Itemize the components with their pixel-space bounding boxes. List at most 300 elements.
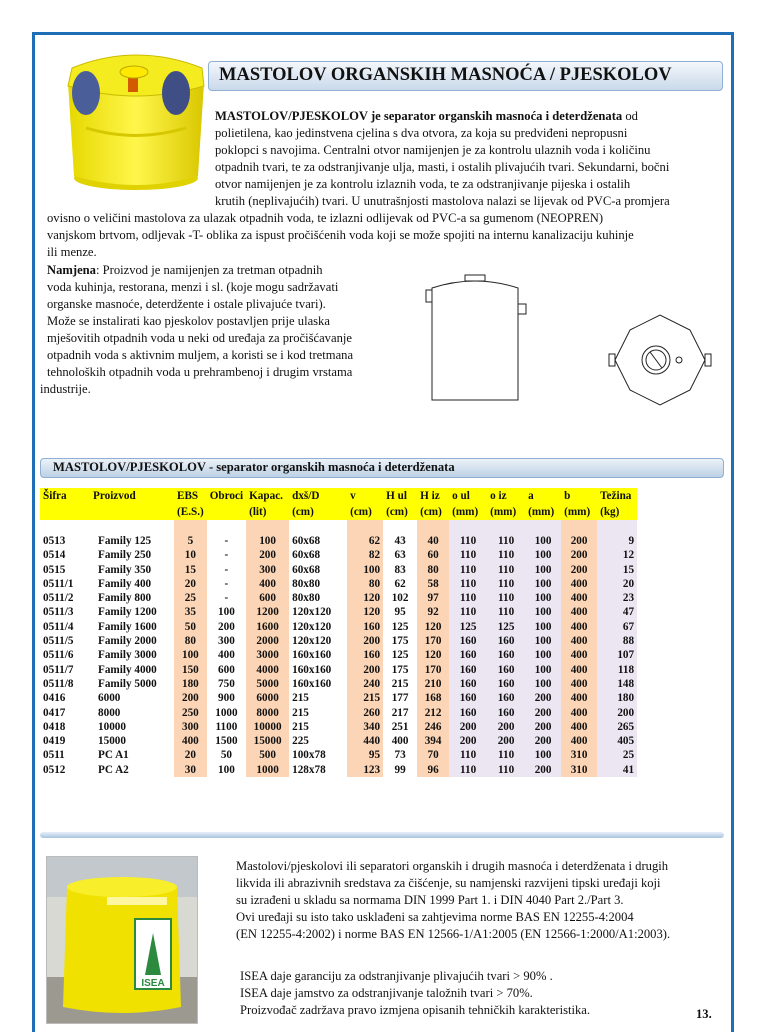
table-cell: PC A2 bbox=[90, 763, 174, 777]
table-cell: 160 bbox=[449, 648, 487, 662]
table-cell: 200 bbox=[561, 548, 597, 562]
intro-lead: MASTOLOV/PJESKOLOV je separator organskih masnoća i deterdženata bbox=[215, 109, 623, 123]
table-cell: 3000 bbox=[246, 648, 289, 662]
table-cell: 0511/4 bbox=[40, 620, 90, 634]
footer-line-1: Mastolovi/pjeskolovi ili separatori organskih i drugih masnoća i deterdženata i drugih bbox=[236, 859, 669, 873]
table-cell: 400 bbox=[561, 605, 597, 619]
table-cell: 100 bbox=[246, 534, 289, 548]
intro-line-9: ili menze. bbox=[47, 245, 97, 259]
table-cell: 62 bbox=[347, 534, 383, 548]
purpose-line-1: Namjena: Proizvod je namijenjen za tretman otpadnih bbox=[47, 263, 323, 277]
table-cell: 0419 bbox=[40, 734, 90, 748]
table-cell: 260 bbox=[347, 706, 383, 720]
table-cell: 110 bbox=[487, 591, 525, 605]
table-cell: 200 bbox=[487, 720, 525, 734]
table-cell: 95 bbox=[383, 605, 417, 619]
table-row bbox=[40, 748, 637, 762]
table-cell: 60x68 bbox=[289, 563, 347, 577]
intro-line-3: poklopci s navojima. Centralni otvor namijenjen je za kontrolu ulaznih voda i količinu bbox=[215, 143, 651, 157]
table-cell: 400 bbox=[174, 734, 207, 748]
technical-drawing bbox=[420, 270, 740, 440]
table-cell: 200 bbox=[525, 734, 561, 748]
header-tezina: Težina (kg) bbox=[597, 488, 637, 520]
top-inlet bbox=[609, 354, 615, 366]
table-cell: 128x78 bbox=[289, 763, 347, 777]
table-cell: 15 bbox=[174, 563, 207, 577]
table-cell: 20 bbox=[597, 577, 637, 591]
secondary-opening bbox=[676, 357, 682, 363]
table-cell: 80x80 bbox=[289, 577, 347, 591]
table-cell: 58 bbox=[417, 577, 449, 591]
table-cell: 62 bbox=[383, 577, 417, 591]
table-cell: 1200 bbox=[246, 605, 289, 619]
table-cell: 148 bbox=[597, 677, 637, 691]
table-cell: 2000 bbox=[246, 634, 289, 648]
table-cell: 110 bbox=[449, 577, 487, 591]
table-cell: 60x68 bbox=[289, 548, 347, 562]
table-cell: 160 bbox=[487, 663, 525, 677]
table-cell: Family 125 bbox=[90, 534, 174, 548]
table-cell: 160 bbox=[449, 663, 487, 677]
table-cell: 150 bbox=[174, 663, 207, 677]
table-cell: 12 bbox=[597, 548, 637, 562]
table-cell: 200 bbox=[347, 634, 383, 648]
table-cell: 200 bbox=[449, 720, 487, 734]
table-cell: Family 1600 bbox=[90, 620, 174, 634]
table-cell: 400 bbox=[561, 663, 597, 677]
purpose-line-2: voda kuhinja, restorana, menzi i sl. (koje mogu sadržavati bbox=[47, 280, 339, 294]
table-row bbox=[40, 548, 637, 562]
table-cell: 1500 bbox=[207, 734, 246, 748]
table-cell: 50 bbox=[207, 748, 246, 762]
table-cell: 10000 bbox=[246, 720, 289, 734]
table-cell: 120x120 bbox=[289, 620, 347, 634]
table-cell: 200 bbox=[525, 763, 561, 777]
table-cell: 120 bbox=[347, 591, 383, 605]
table-row bbox=[40, 763, 637, 777]
table-cell: - bbox=[207, 563, 246, 577]
table-cell: 123 bbox=[347, 763, 383, 777]
table-cell: 400 bbox=[246, 577, 289, 591]
installation-photo-drawing bbox=[47, 857, 197, 1023]
table-cell: PC A1 bbox=[90, 748, 174, 762]
footer-line-3: su izrađeni u skladu sa normama DIN 1999 Part 1. i DIN 4040 Part 2./Part 3. bbox=[236, 893, 624, 907]
footer-line-4: Ovi uređaji su isto tako usklađeni sa zahtjevima norme BAS EN 12255-4:2004 bbox=[236, 910, 634, 924]
table-cell: 23 bbox=[597, 591, 637, 605]
table-cell: 120 bbox=[417, 620, 449, 634]
table-cell: 160 bbox=[487, 648, 525, 662]
table-cell: 100 bbox=[207, 605, 246, 619]
table-cell: 168 bbox=[417, 691, 449, 705]
table-cell: 0416 bbox=[40, 691, 90, 705]
table-cell: 160 bbox=[487, 634, 525, 648]
table-cell: 170 bbox=[417, 634, 449, 648]
header-hul: H ul (cm) bbox=[383, 488, 417, 520]
table-cell: 405 bbox=[597, 734, 637, 748]
table-cell: 63 bbox=[383, 548, 417, 562]
table-cell: 400 bbox=[561, 577, 597, 591]
table-cell: 110 bbox=[449, 563, 487, 577]
table-cell: 110 bbox=[487, 548, 525, 562]
table-cell: 200 bbox=[174, 691, 207, 705]
table-cell: 100 bbox=[525, 663, 561, 677]
table-cell: 0417 bbox=[40, 706, 90, 720]
table-cell: - bbox=[207, 591, 246, 605]
table-cell: 35 bbox=[174, 605, 207, 619]
table-cell: 70 bbox=[417, 748, 449, 762]
table-cell: 400 bbox=[561, 677, 597, 691]
table-cell: 100x78 bbox=[289, 748, 347, 762]
table-cell: 300 bbox=[207, 634, 246, 648]
table-cell: 200 bbox=[525, 691, 561, 705]
top-cap bbox=[465, 275, 485, 281]
table-cell: 0511/5 bbox=[40, 634, 90, 648]
table-cell: 0511/1 bbox=[40, 577, 90, 591]
table-cell: 300 bbox=[174, 720, 207, 734]
table-row bbox=[40, 663, 637, 677]
table-cell: 110 bbox=[487, 577, 525, 591]
table-cell: 118 bbox=[597, 663, 637, 677]
table-cell: 225 bbox=[289, 734, 347, 748]
table-cell: 0511/6 bbox=[40, 648, 90, 662]
header-a: a (mm) bbox=[525, 488, 561, 520]
header-b: b (mm) bbox=[561, 488, 597, 520]
table-cell: 92 bbox=[417, 605, 449, 619]
table-row bbox=[40, 691, 637, 705]
table-cell: 200 bbox=[597, 706, 637, 720]
purpose-label: Namjena bbox=[47, 263, 96, 277]
table-cell: 1000 bbox=[246, 763, 289, 777]
table-cell: 0512 bbox=[40, 763, 90, 777]
table-cell: 60 bbox=[417, 548, 449, 562]
table-cell: - bbox=[207, 577, 246, 591]
table-cell: 8000 bbox=[90, 706, 174, 720]
table-cell: 73 bbox=[383, 748, 417, 762]
table-cell: 100 bbox=[525, 634, 561, 648]
page-title-bar bbox=[208, 61, 723, 91]
table-cell: 0511/2 bbox=[40, 591, 90, 605]
side-view-outline bbox=[432, 281, 518, 400]
header-dxs: dxš/D (cm) bbox=[289, 488, 347, 520]
table-cell: 110 bbox=[449, 591, 487, 605]
table-cell: 600 bbox=[246, 591, 289, 605]
table-row bbox=[40, 534, 637, 548]
table-cell: 1000 bbox=[207, 706, 246, 720]
table-cell: 217 bbox=[383, 706, 417, 720]
table-cell: 120x120 bbox=[289, 634, 347, 648]
table-cell: 200 bbox=[561, 563, 597, 577]
top-view-outline bbox=[615, 315, 705, 405]
table-cell: Family 350 bbox=[90, 563, 174, 577]
table-cell: 110 bbox=[449, 548, 487, 562]
table-cell: 400 bbox=[561, 648, 597, 662]
header-hiz: H iz (cm) bbox=[417, 488, 449, 520]
table-cell: 0515 bbox=[40, 563, 90, 577]
table-cell: 1600 bbox=[246, 620, 289, 634]
table-cell: 80 bbox=[347, 577, 383, 591]
table-cell: 200 bbox=[525, 706, 561, 720]
table-cell: 120x120 bbox=[289, 605, 347, 619]
table-cell: 15000 bbox=[246, 734, 289, 748]
table-cell: Family 2000 bbox=[90, 634, 174, 648]
table-cell: 10000 bbox=[90, 720, 174, 734]
table-row bbox=[40, 605, 637, 619]
table-cell: 340 bbox=[347, 720, 383, 734]
table-cell: 265 bbox=[597, 720, 637, 734]
table-cell: - bbox=[207, 534, 246, 548]
table-cell: 100 bbox=[525, 534, 561, 548]
table-cell: 120 bbox=[417, 648, 449, 662]
table-cell: Family 5000 bbox=[90, 677, 174, 691]
table-cell: 1100 bbox=[207, 720, 246, 734]
table-cell: 400 bbox=[561, 620, 597, 634]
product-table bbox=[40, 488, 637, 777]
intro-line-6: krutih (neplivajućih) tvari. U unutrašnjosti mastolova nalazi se lijevak od PVC-a promjera bbox=[215, 194, 670, 208]
table-cell: 110 bbox=[487, 563, 525, 577]
table-cell: 100 bbox=[347, 563, 383, 577]
table-cell: 80 bbox=[417, 563, 449, 577]
table-cell: 750 bbox=[207, 677, 246, 691]
table-row bbox=[40, 563, 637, 577]
table-cell: 100 bbox=[525, 748, 561, 762]
table-cell: 43 bbox=[383, 534, 417, 548]
table-cell: 120 bbox=[347, 605, 383, 619]
table-cell: 25 bbox=[174, 591, 207, 605]
table-cell: 394 bbox=[417, 734, 449, 748]
table-cell: 107 bbox=[597, 648, 637, 662]
table-cell: 500 bbox=[246, 748, 289, 762]
table-cell: 0511/7 bbox=[40, 663, 90, 677]
table-cell: 100 bbox=[525, 648, 561, 662]
table-cell: 160 bbox=[487, 691, 525, 705]
table-section-title: MASTOLOV/PJESKOLOV - separator organskih masnoća i deterdženata bbox=[53, 460, 455, 474]
guarantee-line-2: ISEA daje jamstvo za odstranjivanje taložnih tvari > 70%. bbox=[240, 986, 533, 1000]
table-cell: - bbox=[207, 548, 246, 562]
table-cell: Family 800 bbox=[90, 591, 174, 605]
table-cell: 175 bbox=[383, 634, 417, 648]
table-cell: 110 bbox=[487, 534, 525, 548]
outlet-pipe bbox=[518, 304, 526, 314]
table-cell: 15 bbox=[597, 563, 637, 577]
table-cell: 400 bbox=[561, 706, 597, 720]
purpose-line-6: otpadnih voda s aktivnim muljem, a koristi se i kod tretmana bbox=[47, 348, 354, 362]
table-cell: 400 bbox=[561, 720, 597, 734]
footer-line-5: (EN 12255-4:2002) i norme BAS EN 12566-1/A1:2005 (EN 12566-1:2000/A1:2003). bbox=[236, 927, 671, 941]
table-cell: 200 bbox=[487, 734, 525, 748]
table-cell: 41 bbox=[597, 763, 637, 777]
table-cell: 180 bbox=[174, 677, 207, 691]
table-cell: 160x160 bbox=[289, 677, 347, 691]
table-cell: 160 bbox=[449, 634, 487, 648]
table-cell: 177 bbox=[383, 691, 417, 705]
table-cell: 160x160 bbox=[289, 663, 347, 677]
intro-line-2: polietilena, kao jedinstvena cjelina s dva otvora, za koja su predviđeni nepropusni bbox=[215, 126, 628, 140]
table-cell: 110 bbox=[449, 605, 487, 619]
purpose-line-7: tehnoloških otpadnih voda u prehrambenoj i drugim vrstama bbox=[47, 365, 353, 379]
table-cell: 400 bbox=[561, 734, 597, 748]
table-cell: 240 bbox=[347, 677, 383, 691]
table-cell: 250 bbox=[174, 706, 207, 720]
table-cell: 110 bbox=[487, 605, 525, 619]
table-cell: 400 bbox=[561, 591, 597, 605]
table-cell: 25 bbox=[597, 748, 637, 762]
intro-line-7: ovisno o veličini mastolova za ulazak otpadnih voda, te izlazni odlijevak od PVC-a sa gumenom (NEOPREN) bbox=[47, 211, 604, 225]
page-title: MASTOLOV ORGANSKIH MASNOĆA / PJESKOLOV bbox=[219, 65, 672, 85]
table-cell: 6000 bbox=[90, 691, 174, 705]
table-cell: 20 bbox=[174, 748, 207, 762]
header-ebs: EBS (E.S.) bbox=[174, 488, 207, 520]
table-cell: 251 bbox=[383, 720, 417, 734]
purpose-line-4: Može se instalirati kao pjeskolov postavljen prije ulaska bbox=[47, 314, 330, 328]
table-cell: 80x80 bbox=[289, 591, 347, 605]
inlet-pipe bbox=[426, 290, 432, 302]
header-v: v (cm) bbox=[347, 488, 383, 520]
table-cell: 125 bbox=[487, 620, 525, 634]
header-proizvod: Proizvod bbox=[90, 488, 174, 520]
table-cell: 200 bbox=[525, 720, 561, 734]
table-cell: 102 bbox=[383, 591, 417, 605]
table-cell: 160x160 bbox=[289, 648, 347, 662]
table-cell: Family 1200 bbox=[90, 605, 174, 619]
table-cell: 200 bbox=[207, 620, 246, 634]
table-cell: 200 bbox=[561, 534, 597, 548]
table-cell: 160 bbox=[347, 620, 383, 634]
table-cell: 97 bbox=[417, 591, 449, 605]
table-cell: 125 bbox=[449, 620, 487, 634]
intro-line-1: MASTOLOV/PJESKOLOV je separator organskih masnoća i deterdženata od bbox=[215, 109, 638, 123]
intro-line-5: otvor namijenjen je za kontrolu izlaznih voda, te za odstranjivanje pijeska i ostalih bbox=[215, 177, 631, 191]
header-kapac: Kapac. (lit) bbox=[246, 488, 289, 520]
page-number: 13. bbox=[696, 1007, 712, 1021]
footer-line-2: likvida ili abrazivnih sredstava za čišćenje, su namjenski razvijeni tipski uređaji koji bbox=[236, 876, 661, 890]
header-obroci: Obroci bbox=[207, 488, 246, 520]
table-section-bar bbox=[40, 458, 724, 478]
table-cell: 160 bbox=[347, 648, 383, 662]
table-row bbox=[40, 734, 637, 748]
table-cell: Family 400 bbox=[90, 577, 174, 591]
table-cell: 110 bbox=[449, 748, 487, 762]
table-cell: 10 bbox=[174, 548, 207, 562]
intro-line-8: vanjskom brtvom, odljevak -T- oblika za ispust pročišćenih voda koji se može spojiti na internu kanalizaciju kuhinje bbox=[47, 228, 634, 242]
table-cell: 0511/3 bbox=[40, 605, 90, 619]
table-cell: 600 bbox=[207, 663, 246, 677]
table-cell: 100 bbox=[525, 591, 561, 605]
table-cell: 40 bbox=[417, 534, 449, 548]
table-cell: 160 bbox=[487, 706, 525, 720]
table-cell: 215 bbox=[289, 691, 347, 705]
table-cell: Family 250 bbox=[90, 548, 174, 562]
table-cell: 100 bbox=[207, 763, 246, 777]
table-cell: 400 bbox=[383, 734, 417, 748]
table-cell: 100 bbox=[525, 548, 561, 562]
table-cell: 0418 bbox=[40, 720, 90, 734]
table-cell: 96 bbox=[417, 763, 449, 777]
table-row bbox=[40, 591, 637, 605]
table-cell: 20 bbox=[174, 577, 207, 591]
table-cell: 200 bbox=[449, 734, 487, 748]
table-cell: 110 bbox=[449, 763, 487, 777]
table-cell: 215 bbox=[347, 691, 383, 705]
table-cell: 4000 bbox=[246, 663, 289, 677]
photo-brand-label: ISEA bbox=[141, 978, 165, 989]
table-cell: 200 bbox=[347, 663, 383, 677]
product-image bbox=[56, 48, 206, 196]
table-cell: 215 bbox=[383, 677, 417, 691]
table-cell: 310 bbox=[561, 763, 597, 777]
table-cell: 0513 bbox=[40, 534, 90, 548]
purpose-line-5: mješovitih otpadnih voda u neki od uređaja za pročišćavanje bbox=[47, 331, 352, 345]
table-cell: 88 bbox=[597, 634, 637, 648]
table-cell: 60x68 bbox=[289, 534, 347, 548]
table-cell: 175 bbox=[383, 663, 417, 677]
table-cell: 125 bbox=[383, 648, 417, 662]
section-divider bbox=[40, 832, 724, 838]
table-cell: 15000 bbox=[90, 734, 174, 748]
table-cell: 215 bbox=[289, 720, 347, 734]
table-cell: 400 bbox=[561, 691, 597, 705]
table-cell: 100 bbox=[525, 620, 561, 634]
table-cell: 246 bbox=[417, 720, 449, 734]
table-cell: 170 bbox=[417, 663, 449, 677]
table-cell: 110 bbox=[487, 763, 525, 777]
table-cell: 0514 bbox=[40, 548, 90, 562]
table-cell: 83 bbox=[383, 563, 417, 577]
installation-photo bbox=[46, 856, 198, 1024]
table-cell: 100 bbox=[525, 577, 561, 591]
table-header-row bbox=[40, 488, 637, 520]
table-cell: 30 bbox=[174, 763, 207, 777]
guarantee-line-1: ISEA daje garanciju za odstranjivanje plivajućih tvari > 90% . bbox=[240, 969, 553, 983]
table-cell: 400 bbox=[561, 634, 597, 648]
table-row bbox=[40, 577, 637, 591]
table-cell: 100 bbox=[174, 648, 207, 662]
table-cell: Family 3000 bbox=[90, 648, 174, 662]
table-cell: 310 bbox=[561, 748, 597, 762]
purpose-line-3: organske masnoće, deterdžente i ostale plivajuće tvari). bbox=[47, 297, 326, 311]
header-oiz: o iz (mm) bbox=[487, 488, 525, 520]
table-cell: 125 bbox=[383, 620, 417, 634]
table-cell: 50 bbox=[174, 620, 207, 634]
table-cell: 215 bbox=[289, 706, 347, 720]
table-cell: 100 bbox=[525, 563, 561, 577]
table-cell: 210 bbox=[417, 677, 449, 691]
table-cell: 160 bbox=[449, 706, 487, 720]
table-cell: 440 bbox=[347, 734, 383, 748]
table-body bbox=[40, 520, 637, 777]
header-sifra: Šifra bbox=[40, 488, 90, 520]
table-row bbox=[40, 634, 637, 648]
table-cell: Family 4000 bbox=[90, 663, 174, 677]
table-cell: 9 bbox=[597, 534, 637, 548]
table-cell: 110 bbox=[487, 748, 525, 762]
table-cell: 100 bbox=[525, 605, 561, 619]
table-cell: 100 bbox=[525, 677, 561, 691]
table-cell: 180 bbox=[597, 691, 637, 705]
table-row bbox=[40, 620, 637, 634]
top-outlet bbox=[705, 354, 711, 366]
table-cell: 95 bbox=[347, 748, 383, 762]
table-cell: 5 bbox=[174, 534, 207, 548]
table-row bbox=[40, 706, 637, 720]
table-cell: 80 bbox=[174, 634, 207, 648]
table-cell: 0511/8 bbox=[40, 677, 90, 691]
table-row bbox=[40, 648, 637, 662]
table-cell: 110 bbox=[449, 534, 487, 548]
intro-line-4: otpadnih tvari, te za odstranjivanje ulja, masti, i ostalih plivajućih tvari. Sekundarni, bočni bbox=[215, 160, 670, 174]
table-cell: 6000 bbox=[246, 691, 289, 705]
table-cell: 8000 bbox=[246, 706, 289, 720]
table-row bbox=[40, 677, 637, 691]
